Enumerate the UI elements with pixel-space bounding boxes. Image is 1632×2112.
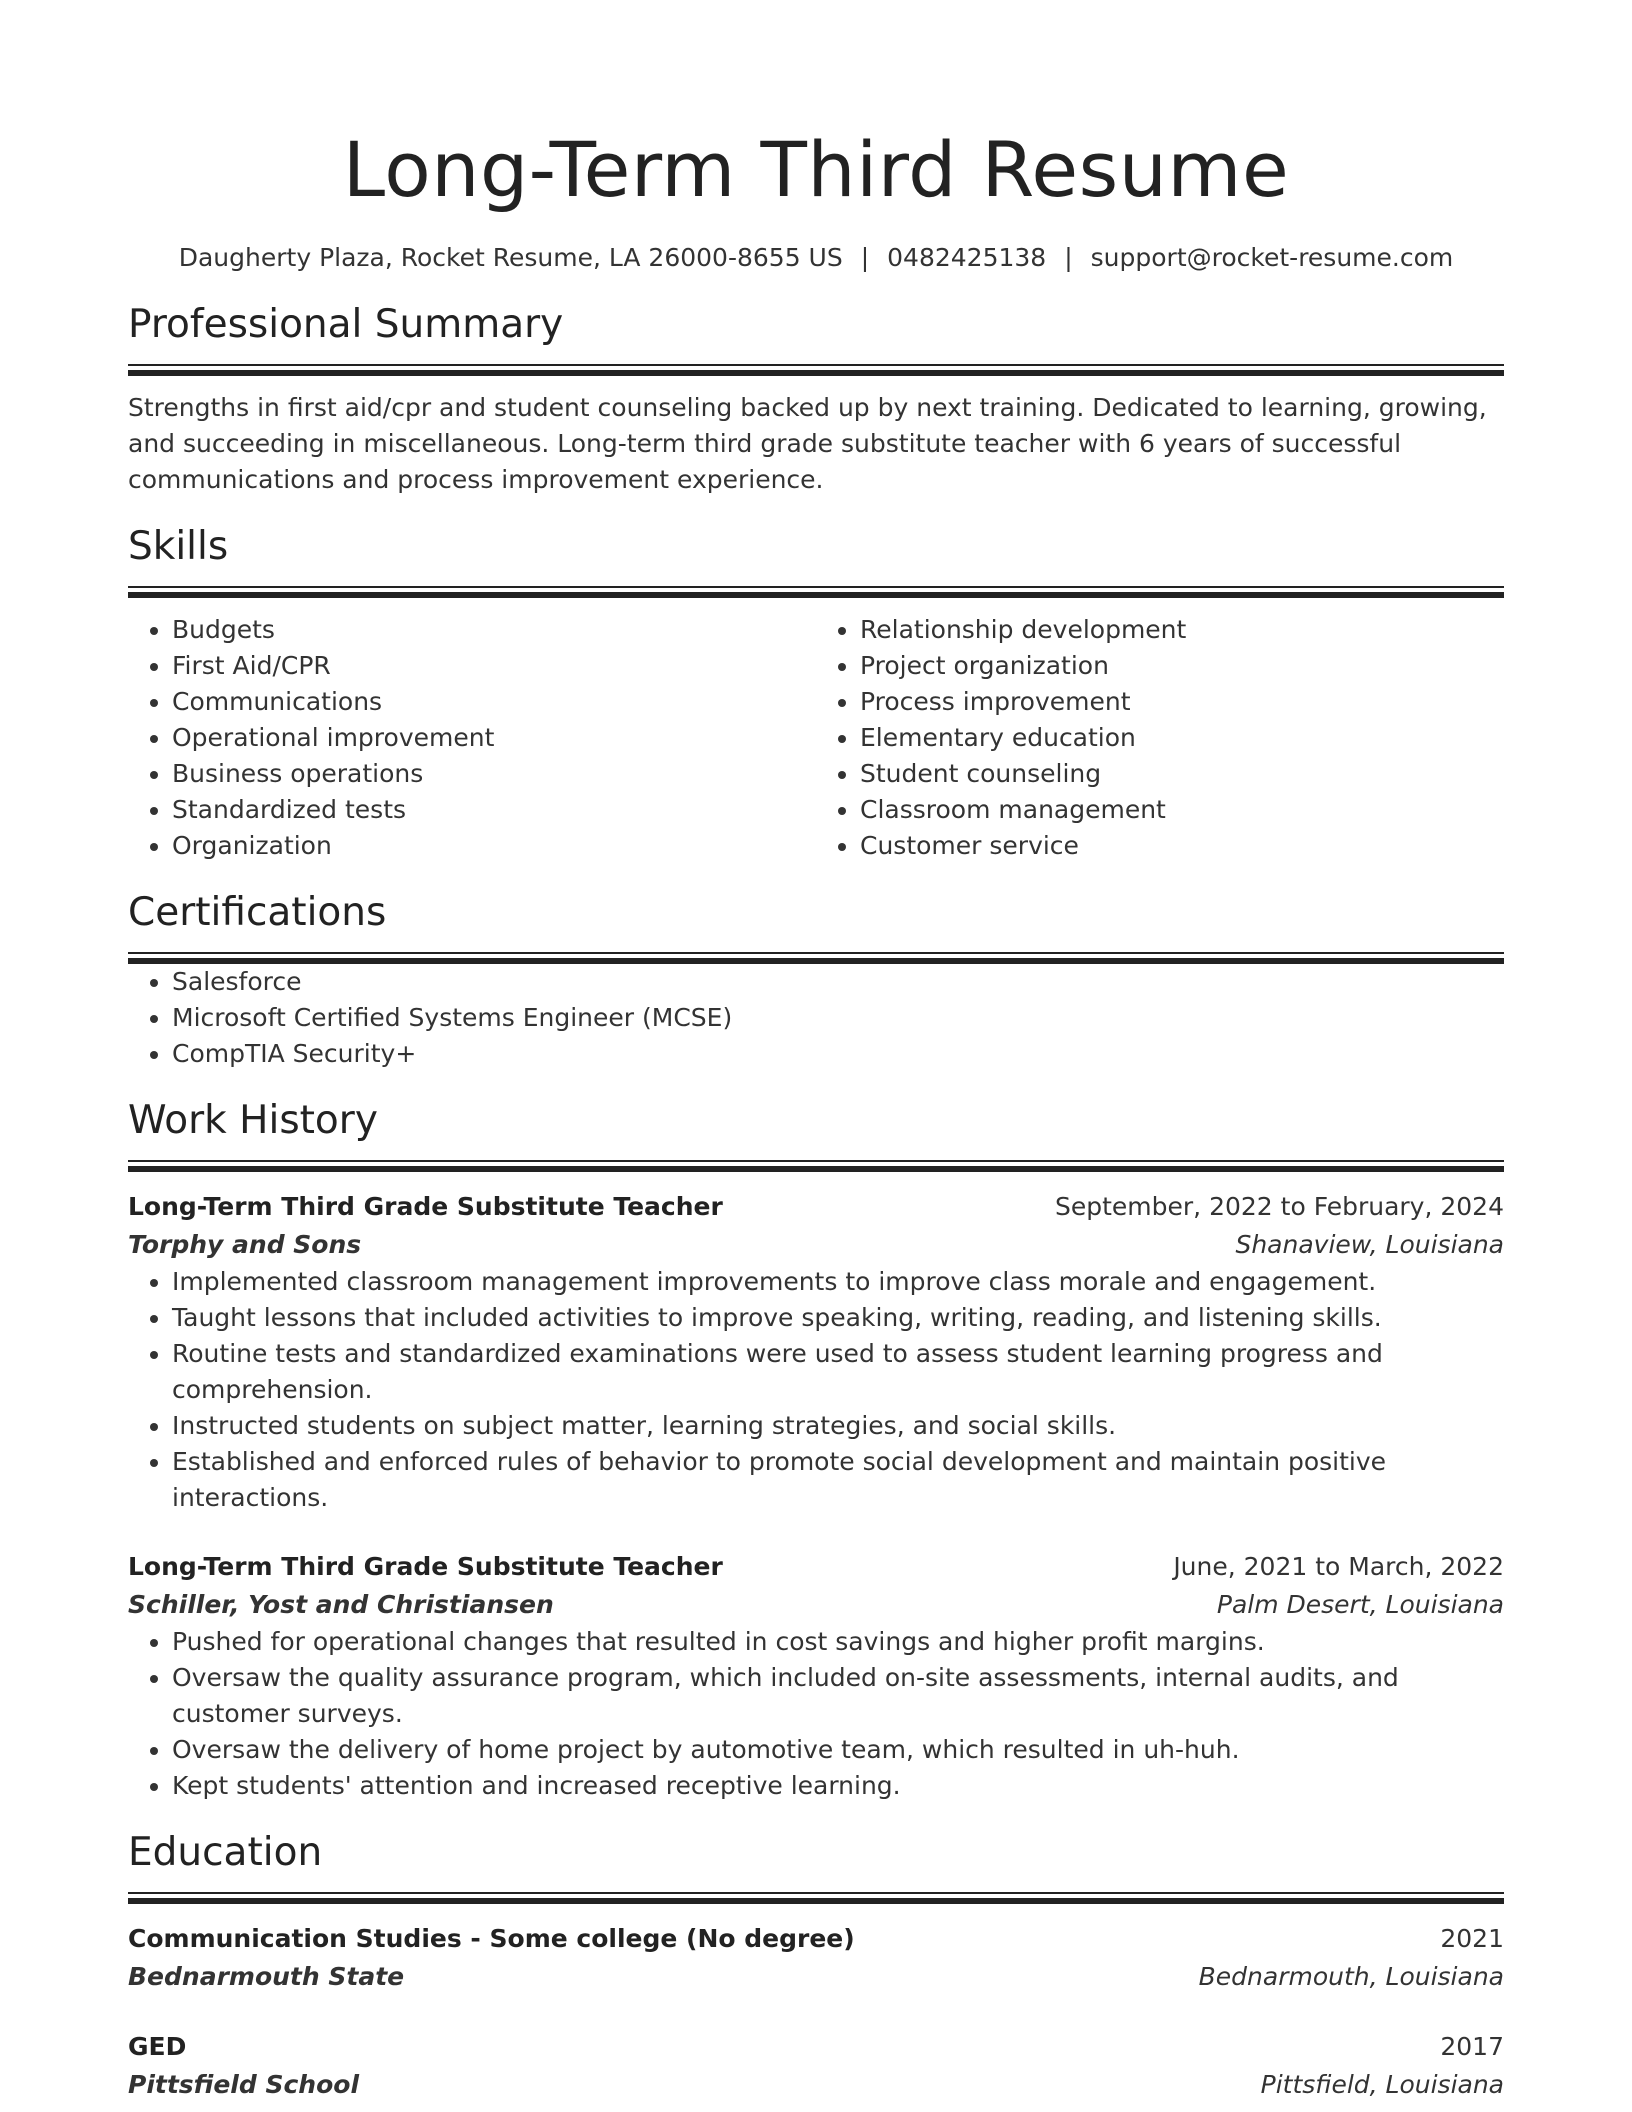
section-title-certifications: Certifications xyxy=(128,890,387,935)
education-year: 2017 xyxy=(1440,2032,1504,2061)
job-company: Torphy and Sons xyxy=(128,1230,362,1259)
skill-item: • Process improvement xyxy=(860,684,1504,720)
section-title-education: Education xyxy=(128,1830,323,1875)
education-location: Pittsfield, Louisiana xyxy=(1260,2070,1504,2099)
education-location: Bednarmouth, Louisiana xyxy=(1198,1962,1504,1991)
job-bullet: • Routine tests and standardized examinations were used to assess student learning progress and comprehension. xyxy=(172,1336,1504,1408)
skill-item: • Communications xyxy=(172,684,816,720)
education-header-row xyxy=(128,1920,1504,1958)
job-bullet: • Established and enforced rules of behavior to promote social development and maintain positive interactions. xyxy=(172,1444,1504,1516)
job-entry xyxy=(128,1188,1504,1516)
job-bullet: • Pushed for operational changes that resulted in cost savings and higher profit margins. xyxy=(172,1624,1504,1660)
section-divider xyxy=(128,1892,1504,1904)
job-location: Shanaview, Louisiana xyxy=(1235,1230,1504,1259)
certification-item: • Microsoft Certified Systems Engineer (MCSE) xyxy=(172,1000,1504,1036)
skills-grid xyxy=(128,612,1504,864)
section-divider xyxy=(128,1160,1504,1172)
contact-line xyxy=(128,240,1504,276)
contact-phone: 0482425138 xyxy=(887,243,1047,272)
job-bullet: • Instructed students on subject matter, learning strategies, and social skills. xyxy=(172,1408,1504,1444)
education-header-row xyxy=(128,2028,1504,2066)
skill-item: • Project organization xyxy=(860,648,1504,684)
job-dates: June, 2021 to March, 2022 xyxy=(1173,1552,1504,1581)
certification-item: • CompTIA Security+ xyxy=(172,1036,1504,1072)
skill-item: • Organization xyxy=(172,828,816,864)
education-school: Bednarmouth State xyxy=(128,1962,405,1991)
education-section xyxy=(128,1828,1504,2104)
skill-item: • Student counseling xyxy=(860,756,1504,792)
section-divider xyxy=(128,586,1504,598)
summary-text: Strengths in first aid/cpr and student counseling backed up by next training. Dedicated to learning, growing, and succeeding in miscellaneous. Long-term third grade substitute teacher with 6 years of successful communications and process improvement experience. xyxy=(128,393,1487,494)
job-company-row xyxy=(128,1586,1504,1624)
job-location: Palm Desert, Louisiana xyxy=(1216,1590,1504,1619)
job-bullet: • Implemented classroom management improvements to improve class morale and engagement. xyxy=(172,1264,1504,1300)
section-divider xyxy=(128,952,1504,964)
job-company: Schiller, Yost and Christiansen xyxy=(128,1590,554,1619)
education-entry xyxy=(128,1920,1504,1996)
job-title: Long-Term Third Grade Substitute Teacher xyxy=(128,1192,723,1221)
skills-list-left xyxy=(128,612,816,864)
job-company-row xyxy=(128,1226,1504,1264)
certifications-section xyxy=(128,888,1504,1072)
job-header-row xyxy=(128,1548,1504,1586)
skill-item: • First Aid/CPR xyxy=(172,648,816,684)
skill-item: • Budgets xyxy=(172,612,816,648)
skill-item: • Customer service xyxy=(860,828,1504,864)
summary-section xyxy=(128,300,1504,498)
skill-item: • Operational improvement xyxy=(172,720,816,756)
section-title-work-history: Work History xyxy=(128,1098,378,1143)
skills-list-right xyxy=(816,612,1504,864)
job-dates: September, 2022 to February, 2024 xyxy=(1055,1192,1504,1221)
job-entry xyxy=(128,1548,1504,1804)
certification-item: • Salesforce xyxy=(172,964,1504,1000)
skill-item: • Classroom management xyxy=(860,792,1504,828)
skills-section xyxy=(128,522,1504,864)
skill-item: • Relationship development xyxy=(860,612,1504,648)
section-title-skills: Skills xyxy=(128,524,229,569)
job-bullet: • Taught lessons that included activities to improve speaking, writing, reading, and listening skills. xyxy=(172,1300,1504,1336)
job-bullets xyxy=(128,1624,1504,1804)
resume-name: Long-Term Third Resume xyxy=(342,125,1290,214)
education-degree: Communication Studies - Some college (No degree) xyxy=(128,1924,855,1953)
contact-email: support@rocket-resume.com xyxy=(1090,243,1454,272)
work-history-section xyxy=(128,1096,1504,1804)
skill-item: • Standardized tests xyxy=(172,792,816,828)
job-bullet: • Oversaw the quality assurance program, which included on-site assessments, internal audits, and customer surveys. xyxy=(172,1660,1504,1732)
contact-address: Daugherty Plaza, Rocket Resume, LA 26000-8655 US xyxy=(178,243,843,272)
education-year: 2021 xyxy=(1440,1924,1504,1953)
job-bullet: • Kept students' attention and increased receptive learning. xyxy=(172,1768,1504,1804)
section-divider xyxy=(128,364,1504,376)
job-bullet: • Oversaw the delivery of home project by automotive team, which resulted in uh-huh. xyxy=(172,1732,1504,1768)
skill-item: • Elementary education xyxy=(860,720,1504,756)
job-header-row xyxy=(128,1188,1504,1226)
education-school-row xyxy=(128,2066,1504,2104)
education-school-row xyxy=(128,1958,1504,1996)
job-title: Long-Term Third Grade Substitute Teacher xyxy=(128,1552,723,1581)
contact-separator: | xyxy=(860,243,870,272)
education-degree: GED xyxy=(128,2032,187,2061)
job-bullets xyxy=(128,1264,1504,1516)
certifications-list xyxy=(128,964,1504,1072)
contact-separator: | xyxy=(1064,243,1073,272)
education-school: Pittsfield School xyxy=(128,2070,360,2099)
skill-item: • Business operations xyxy=(172,756,816,792)
education-entry xyxy=(128,2028,1504,2104)
section-title-summary: Professional Summary xyxy=(128,302,564,347)
